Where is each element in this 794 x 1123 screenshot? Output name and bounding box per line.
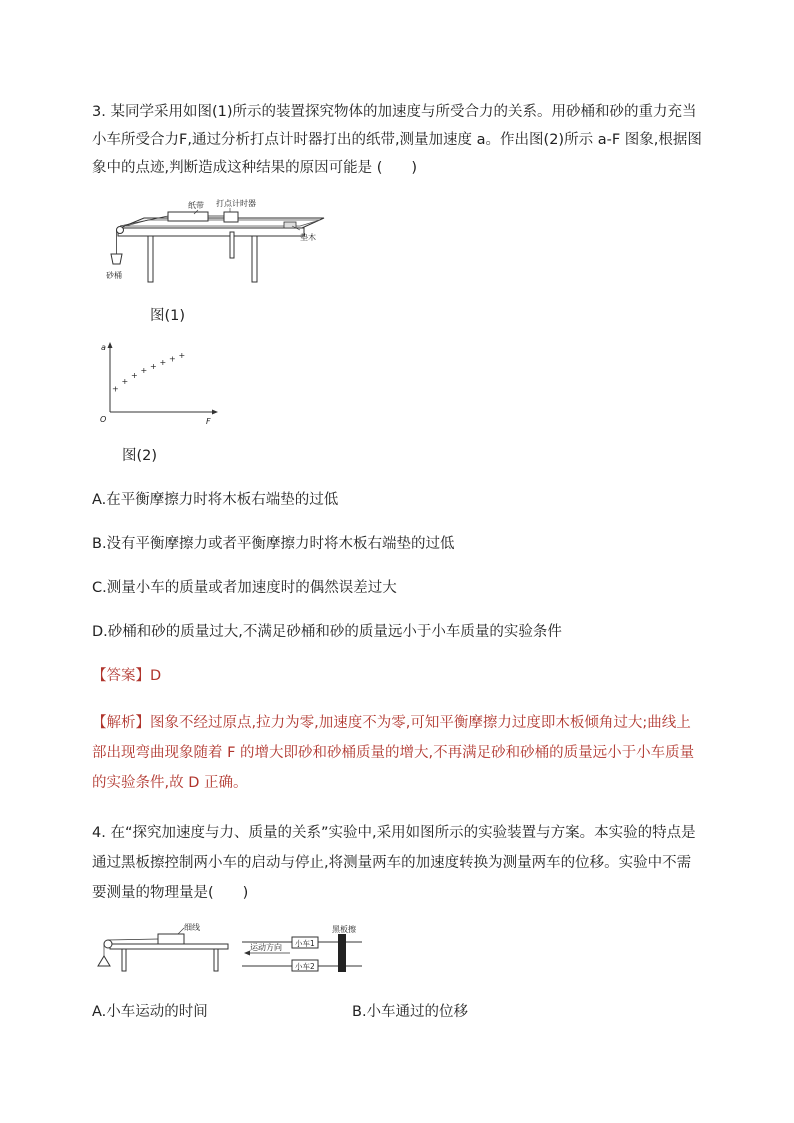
label-tape: 纸带 (188, 201, 204, 210)
label-block: 垫木 (300, 233, 316, 242)
figure-1-caption: 图(1) (150, 308, 186, 324)
data-point: + (121, 377, 129, 386)
figure-q4-topview (242, 924, 364, 976)
answer-tag: 【答案】 (92, 668, 150, 684)
question-4-text: 4. 在“探究加速度与力、质量的关系”实验中,采用如图所示的实验装置与方案。本实验的特点是通过黑板擦控制两小车的启动与停止,将测量两车的加速度转换为测量两车的位移。实验中不需要测量的物理量是( ) (92, 825, 696, 901)
label-direction: 运动方向 (250, 943, 282, 952)
data-point: + (169, 354, 176, 364)
data-point: + (159, 357, 167, 367)
figure-1-apparatus (102, 196, 332, 288)
q4-option-a: A.小车运动的时间 (92, 1004, 208, 1020)
label-timer: 打点计时器 (216, 199, 256, 208)
data-point: + (140, 366, 148, 376)
data-point: + (112, 384, 119, 394)
axis-x-label: F (206, 417, 211, 426)
q3-analysis (92, 708, 704, 798)
question-3-text: 3. 某同学采用如图(1)所示的装置探究物体的加速度与所受合力的关系。用砂桶和砂的重力充当小车所受合力F,通过分析打点计时器打出的纸带,测量加速度 a。作出图(2)所示 a-F 图象,根据图象中的点迹,判断造成这种结果的原因可能是 ( ) (92, 104, 702, 176)
figure-q4-setup (94, 922, 234, 978)
answer-value: D (150, 668, 162, 684)
figure-2-graph (96, 338, 226, 430)
data-point: + (131, 371, 138, 381)
analysis-tag: 【解析】 (92, 715, 150, 731)
q3-answer (92, 666, 161, 686)
label-string: 细线 (184, 923, 200, 932)
label-eraser: 黑板擦 (332, 925, 356, 934)
origin-label: O (100, 415, 107, 424)
label-car1: 小车1 (295, 939, 315, 948)
data-point: + (178, 351, 186, 360)
q3-option-d: D.砂桶和砂的质量过大,不满足砂桶和砂的质量远小于小车质量的实验条件 (92, 624, 562, 640)
q3-option-c: C.测量小车的质量或者加速度时的偶然误差过大 (92, 580, 397, 596)
label-bucket: 砂桶 (106, 271, 122, 280)
figure-2-caption: 图(2) (122, 448, 158, 464)
data-points (112, 351, 185, 394)
q3-option-a: A.在平衡摩擦力时将木板右端垫的过低 (92, 492, 339, 508)
q4-option-b: B.小车通过的位移 (352, 1004, 469, 1020)
data-point: + (150, 361, 157, 371)
axis-y-label: a (101, 343, 106, 352)
analysis-text: 图象不经过原点,拉力为零,加速度不为零,可知平衡摩擦力过度即木板倾角过大;曲线上部出现弯曲现象随着 F 的增大即砂和砂桶质量的增大,不再满足砂和砂桶的质量远小于小车质量的实验条件,故 D 正确。 (92, 715, 695, 791)
label-car2: 小车2 (295, 962, 315, 971)
q3-option-b: B.没有平衡摩擦力或者平衡摩擦力时将木板右端垫的过低 (92, 536, 455, 552)
